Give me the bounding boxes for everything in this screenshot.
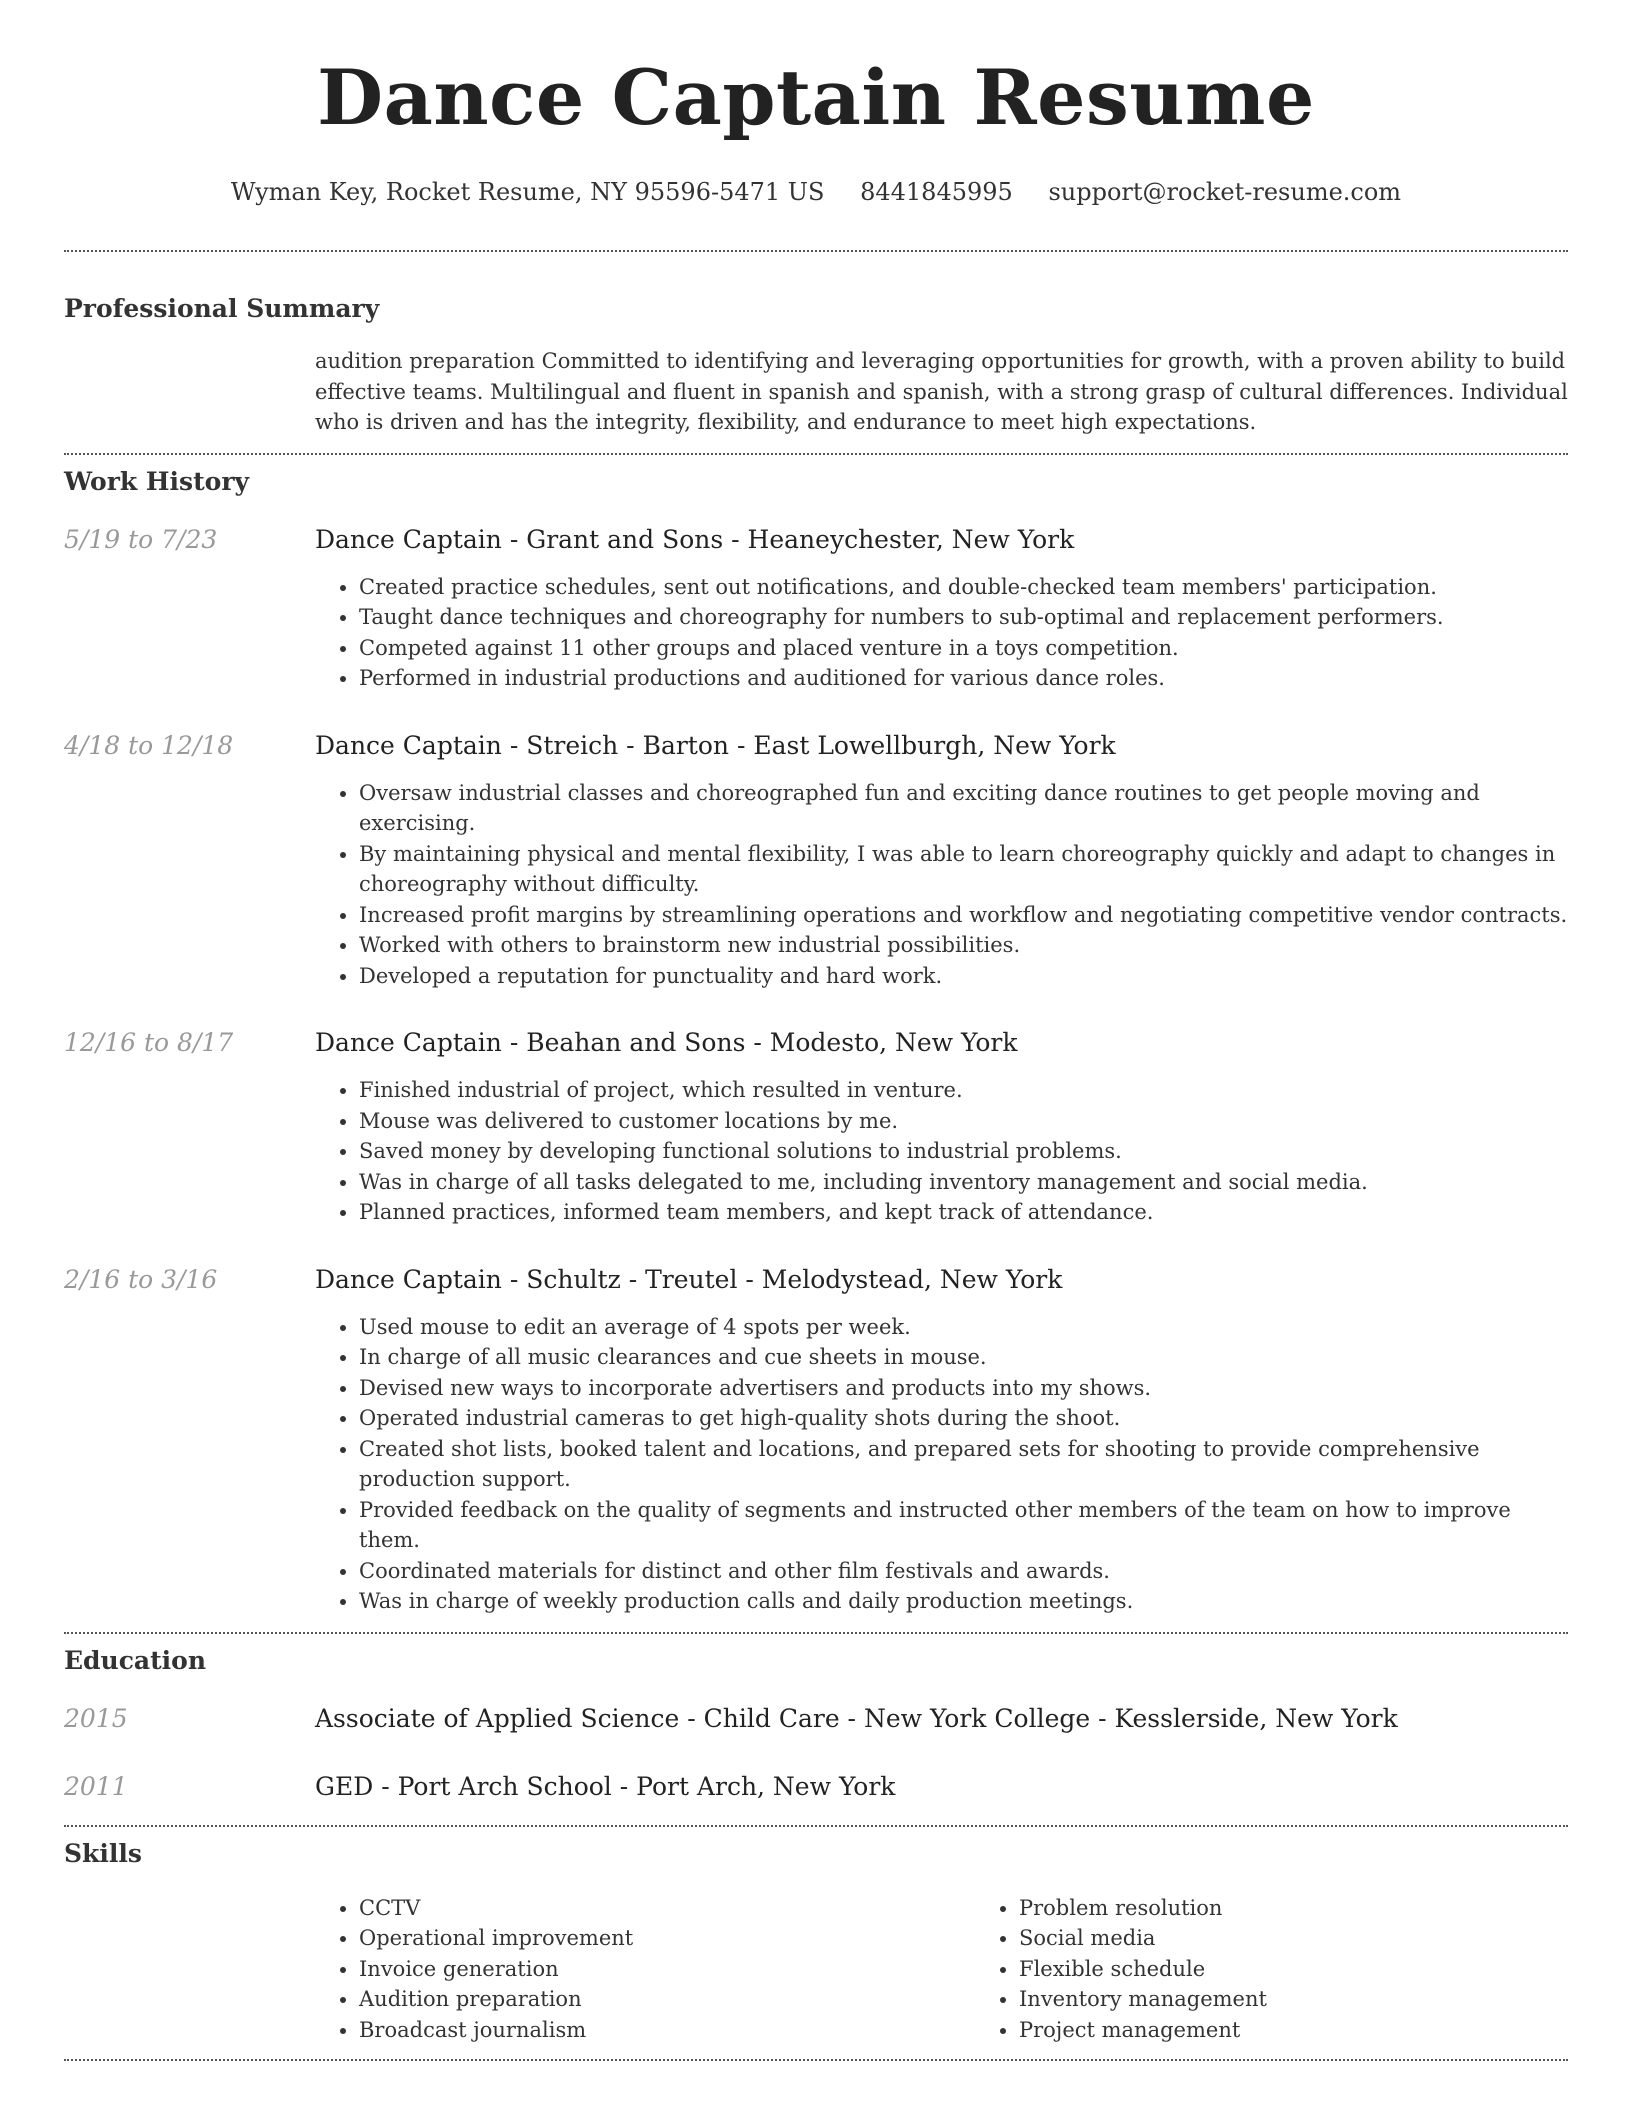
education-year: 2015 xyxy=(64,1703,128,1733)
summary-text: audition preparation Committed to identifying and leveraging opportunities for growth, with a proven ability to build effective teams. Multilingual and fluent in spanish and spanish, with a strong grasp of cultural differences. Individual who is driven and has the integrity, flexibility, and endurance to meet high expectations. xyxy=(315,349,1568,434)
skill-item: • Social media xyxy=(1019,1923,1632,1954)
education-degree: GED - Port Arch School - Port Arch, New York xyxy=(315,1771,896,1801)
list-item: • Provided feedback on the quality of segments and instructed other members of the team on how to improve them. xyxy=(359,1495,1568,1556)
education-degree: Associate of Applied Science - Child Care - New York College - Kesslerside, New York xyxy=(315,1703,1398,1733)
list-item: • Worked with others to brainstorm new industrial possibilities. xyxy=(359,930,1568,961)
resume-page xyxy=(64,0,1568,2061)
list-item: • By maintaining physical and mental flexibility, I was able to learn choreography quickly and adapt to changes in choreography without difficulty. xyxy=(359,839,1568,900)
job-dates: 2/16 to 3/16 xyxy=(64,1264,218,1294)
list-item: • Developed a reputation for punctuality and hard work. xyxy=(359,961,1568,992)
section-divider xyxy=(64,1632,1568,1634)
job-entry xyxy=(64,1028,1568,1228)
education-entry xyxy=(64,1704,1568,1734)
skill-item: • Flexible schedule xyxy=(1019,1954,1632,1985)
education-entry xyxy=(64,1772,1568,1802)
work-history-section xyxy=(64,467,1568,1617)
job-bullets xyxy=(315,1075,1568,1228)
skills-list-right xyxy=(975,1893,1632,2046)
contact-phone: 8441845995 xyxy=(860,178,1013,206)
skill-item: • Invoice generation xyxy=(359,1954,975,1985)
job-bullets xyxy=(315,1312,1568,1617)
summary-heading: Professional Summary xyxy=(64,294,380,323)
summary-section xyxy=(64,294,1568,438)
list-item: • Finished industrial of project, which resulted in venture. xyxy=(359,1075,1568,1106)
skill-item: • Operational improvement xyxy=(359,1923,975,1954)
job-bullets xyxy=(315,778,1568,992)
list-item: • Used mouse to edit an average of 4 spots per week. xyxy=(359,1312,1568,1343)
contact-line xyxy=(64,176,1568,208)
job-title: Dance Captain - Grant and Sons - Heaneychester, New York xyxy=(315,524,1075,554)
education-year: 2011 xyxy=(64,1771,128,1801)
skill-item: • Broadcast journalism xyxy=(359,2015,975,2046)
job-dates: 4/18 to 12/18 xyxy=(64,730,234,760)
job-dates: 5/19 to 7/23 xyxy=(64,524,218,554)
section-divider xyxy=(64,250,1568,252)
job-entry xyxy=(64,525,1568,694)
job-title: Dance Captain - Beahan and Sons - Modesto, New York xyxy=(315,1028,1018,1057)
job-title: Dance Captain - Streich - Barton - East Lowellburgh, New York xyxy=(315,730,1116,760)
list-item: • In charge of all music clearances and cue sheets in mouse. xyxy=(359,1342,1568,1373)
skill-item: • Project management xyxy=(1019,2015,1632,2046)
skill-item: • Inventory management xyxy=(1019,1984,1632,2015)
contact-address: Wyman Key, Rocket Resume, NY 95596-5471 US xyxy=(230,178,825,206)
skill-item: • Audition preparation xyxy=(359,1984,975,2015)
list-item: • Increased profit margins by streamlining operations and workflow and negotiating competitive vendor contracts. xyxy=(359,900,1568,931)
skill-item: • CCTV xyxy=(359,1893,975,1924)
list-item: • Devised new ways to incorporate advertisers and products into my shows. xyxy=(359,1373,1568,1404)
skill-item: • Problem resolution xyxy=(1019,1893,1632,1924)
job-entry xyxy=(64,731,1568,992)
contact-email: support@rocket-resume.com xyxy=(1048,178,1402,206)
skills-list-left xyxy=(315,1893,975,2046)
resume-title: Dance Captain Resume xyxy=(317,53,1315,142)
job-bullets xyxy=(315,572,1568,694)
skills-heading: Skills xyxy=(64,1838,142,1868)
list-item: • Created practice schedules, sent out notifications, and double-checked team members' participation. xyxy=(359,572,1568,603)
section-divider xyxy=(64,453,1568,455)
list-item: • Saved money by developing functional solutions to industrial problems. xyxy=(359,1136,1568,1167)
education-heading: Education xyxy=(64,1645,207,1675)
list-item: • Coordinated materials for distinct and other film festivals and awards. xyxy=(359,1556,1568,1587)
list-item: • Taught dance techniques and choreography for numbers to sub-optimal and replacement performers. xyxy=(359,602,1568,633)
list-item: • Mouse was delivered to customer locations by me. xyxy=(359,1106,1568,1137)
section-divider xyxy=(64,2059,1568,2061)
list-item: • Created shot lists, booked talent and locations, and prepared sets for shooting to provide comprehensive production support. xyxy=(359,1434,1568,1495)
skills-section xyxy=(64,1839,1568,2046)
job-title: Dance Captain - Schultz - Treutel - Melodystead, New York xyxy=(315,1264,1063,1294)
job-entry xyxy=(64,1265,1568,1617)
section-divider xyxy=(64,1825,1568,1827)
list-item: • Was in charge of weekly production calls and daily production meetings. xyxy=(359,1586,1568,1617)
work-history-heading: Work History xyxy=(64,466,250,496)
list-item: • Operated industrial cameras to get high-quality shots during the shoot. xyxy=(359,1403,1568,1434)
job-dates: 12/16 to 8/17 xyxy=(64,1028,234,1057)
list-item: • Planned practices, informed team members, and kept track of attendance. xyxy=(359,1197,1568,1228)
list-item: • Competed against 11 other groups and placed venture in a toys competition. xyxy=(359,633,1568,664)
list-item: • Oversaw industrial classes and choreographed fun and exciting dance routines to get people moving and exercising. xyxy=(359,778,1568,839)
list-item: • Performed in industrial productions and auditioned for various dance roles. xyxy=(359,663,1568,694)
list-item: • Was in charge of all tasks delegated to me, including inventory management and social media. xyxy=(359,1167,1568,1198)
education-section xyxy=(64,1646,1568,1802)
